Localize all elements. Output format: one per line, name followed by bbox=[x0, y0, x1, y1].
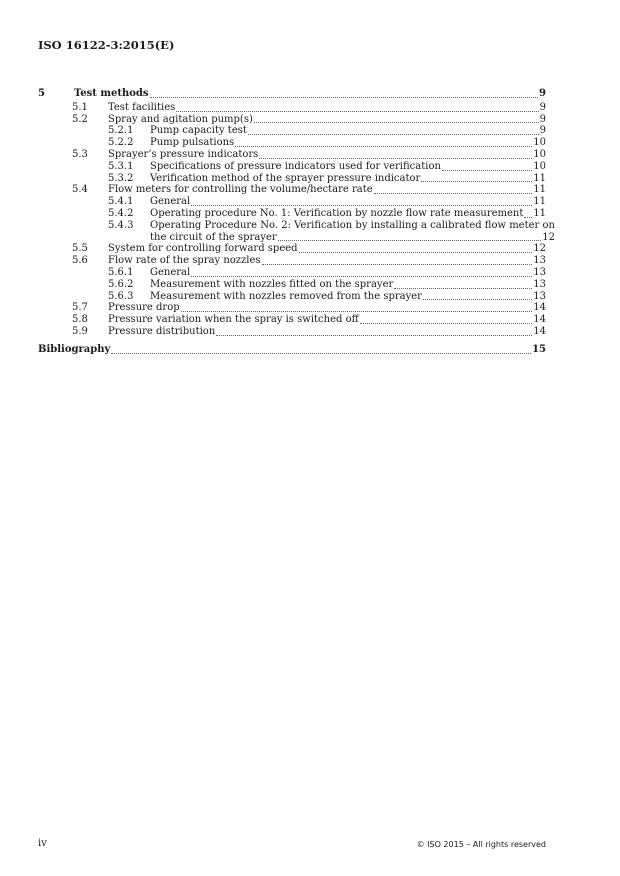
toc-title: System for controlling forward speed bbox=[108, 243, 298, 255]
toc-page: 10 bbox=[533, 137, 546, 149]
toc-number: 5.6.3 bbox=[108, 290, 134, 302]
toc-page: 9 bbox=[539, 113, 546, 125]
dot-leader bbox=[442, 170, 532, 171]
dot-leader bbox=[423, 299, 532, 300]
dot-leader bbox=[191, 205, 532, 206]
dot-leader bbox=[216, 335, 532, 336]
toc-entry-5-4-1[interactable] bbox=[38, 196, 546, 208]
toc-title: Test methods bbox=[74, 88, 149, 99]
toc-page: 12 bbox=[533, 243, 546, 255]
toc-number: 5.7 bbox=[72, 302, 88, 314]
toc-number: 5.4.3 bbox=[108, 219, 134, 231]
page-number: iv bbox=[38, 838, 47, 849]
toc-number: 5.2 bbox=[72, 113, 88, 125]
toc-number: 5.6.1 bbox=[108, 266, 134, 278]
toc-entry-5[interactable] bbox=[38, 88, 546, 100]
toc-number: 5.8 bbox=[72, 314, 88, 326]
toc-number: 5.2.1 bbox=[108, 125, 134, 137]
document-id-header: ISO 16122-3:2015(E) bbox=[38, 38, 175, 52]
toc-entry-5-4[interactable] bbox=[38, 184, 546, 196]
table-of-contents bbox=[38, 88, 555, 356]
dot-leader bbox=[524, 217, 532, 218]
toc-number: 5.2.2 bbox=[108, 137, 134, 149]
toc-page: 13 bbox=[533, 290, 546, 302]
dot-leader bbox=[181, 311, 533, 312]
toc-title: Flow meters for controlling the volume/hectare rate bbox=[108, 184, 373, 196]
toc-entry-5-6-2[interactable] bbox=[38, 279, 546, 291]
toc-title-line-2: the circuit of the sprayer bbox=[150, 231, 277, 243]
dot-leader bbox=[150, 97, 539, 98]
toc-entry-5-6-1[interactable] bbox=[38, 267, 546, 279]
dot-leader bbox=[374, 193, 533, 194]
toc-number: 5 bbox=[38, 88, 45, 99]
toc-entry-5-9[interactable] bbox=[38, 326, 546, 338]
toc-entry-5-2-2[interactable] bbox=[38, 137, 546, 149]
toc-title: Pressure distribution bbox=[108, 325, 216, 337]
dot-leader bbox=[299, 252, 533, 253]
toc-entry-5-7[interactable] bbox=[38, 302, 546, 314]
toc-page: 9 bbox=[539, 101, 546, 113]
toc-number: 5.4 bbox=[72, 184, 88, 196]
toc-entry-5-3-1[interactable] bbox=[38, 161, 546, 173]
toc-page: 9 bbox=[539, 125, 546, 137]
toc-page: 13 bbox=[533, 278, 546, 290]
toc-entry-5-4-3[interactable] bbox=[38, 219, 555, 244]
toc-entry-5-2[interactable] bbox=[38, 114, 546, 126]
toc-title: Specifications of pressure indicators used for verification bbox=[150, 160, 441, 172]
toc-page: 13 bbox=[533, 266, 546, 278]
toc-title-line-1: Operating Procedure No. 2: Verification by installing a calibrated flow meter on bbox=[150, 219, 555, 231]
toc-page: 11 bbox=[533, 184, 546, 196]
toc-title: Verification method of the sprayer pressure indicator bbox=[150, 172, 421, 184]
dot-leader bbox=[278, 240, 542, 241]
toc-page: 13 bbox=[533, 255, 546, 267]
toc-entry-5-5[interactable] bbox=[38, 243, 546, 255]
dot-leader bbox=[262, 264, 533, 265]
toc-page: 10 bbox=[533, 160, 546, 172]
toc-page: 15 bbox=[532, 343, 546, 355]
toc-number: 5.6 bbox=[72, 255, 88, 267]
toc-title: Bibliography bbox=[38, 343, 111, 355]
toc-title: Pressure drop bbox=[108, 302, 180, 314]
toc-title: Flow rate of the spray nozzles bbox=[108, 255, 261, 267]
toc-entry-5-3-2[interactable] bbox=[38, 173, 546, 185]
toc-entry-5-2-1[interactable] bbox=[38, 125, 546, 137]
toc-number: 5.6.2 bbox=[108, 278, 134, 290]
toc-page: 14 bbox=[533, 302, 546, 314]
toc-page: 11 bbox=[533, 207, 546, 219]
toc-entry-5-1[interactable] bbox=[38, 102, 546, 114]
copyright-notice: © ISO 2015 – All rights reserved bbox=[416, 840, 546, 849]
toc-title: Sprayer’s pressure indicators bbox=[108, 148, 259, 160]
dot-leader bbox=[111, 353, 531, 354]
toc-number: 5.5 bbox=[72, 243, 88, 255]
toc-number: 5.1 bbox=[72, 101, 88, 113]
toc-title: Pump pulsations bbox=[150, 137, 235, 149]
dot-leader bbox=[248, 134, 539, 135]
toc-title: Spray and agitation pump(s) bbox=[108, 113, 253, 125]
toc-title: Operating procedure No. 1: Verification by nozzle flow rate measurement bbox=[150, 207, 524, 219]
dot-leader bbox=[259, 158, 532, 159]
dot-leader bbox=[254, 122, 539, 123]
toc-number: 5.4.2 bbox=[108, 207, 134, 219]
toc-entry-5-6-3[interactable] bbox=[38, 291, 546, 303]
toc-page: 11 bbox=[533, 172, 546, 184]
toc-page: 14 bbox=[533, 314, 546, 326]
toc-entry-5-3[interactable] bbox=[38, 149, 546, 161]
toc-title: Measurement with nozzles fitted on the sprayer bbox=[150, 278, 394, 290]
dot-leader bbox=[421, 181, 532, 182]
toc-number: 5.3 bbox=[72, 148, 88, 160]
toc-page: 14 bbox=[533, 325, 546, 337]
toc-page: 9 bbox=[539, 88, 546, 99]
toc-page: 11 bbox=[533, 196, 546, 208]
toc-number: 5.4.1 bbox=[108, 196, 134, 208]
toc-title: Measurement with nozzles removed from the sprayer bbox=[150, 290, 422, 302]
dot-leader bbox=[176, 111, 538, 112]
toc-title: General bbox=[150, 196, 191, 208]
toc-title: Test facilities bbox=[108, 101, 176, 113]
toc-number: 5.3.2 bbox=[108, 172, 134, 184]
toc-number: 5.9 bbox=[72, 325, 88, 337]
toc-entry-5-4-2[interactable] bbox=[38, 208, 546, 220]
dot-leader bbox=[235, 146, 532, 147]
toc-title: General bbox=[150, 266, 191, 278]
toc-number: 5.3.1 bbox=[108, 160, 134, 172]
dot-leader bbox=[360, 323, 533, 324]
toc-page: 12 bbox=[542, 231, 555, 243]
toc-entry-bibliography[interactable] bbox=[38, 344, 546, 356]
toc-entry-5-8[interactable] bbox=[38, 314, 546, 326]
dot-leader bbox=[191, 276, 532, 277]
toc-page: 10 bbox=[533, 148, 546, 160]
toc-title: Pump capacity test bbox=[150, 125, 247, 137]
dot-leader bbox=[394, 288, 532, 289]
toc-title: Pressure variation when the spray is switched off bbox=[108, 314, 359, 326]
toc-entry-5-6[interactable] bbox=[38, 255, 546, 267]
